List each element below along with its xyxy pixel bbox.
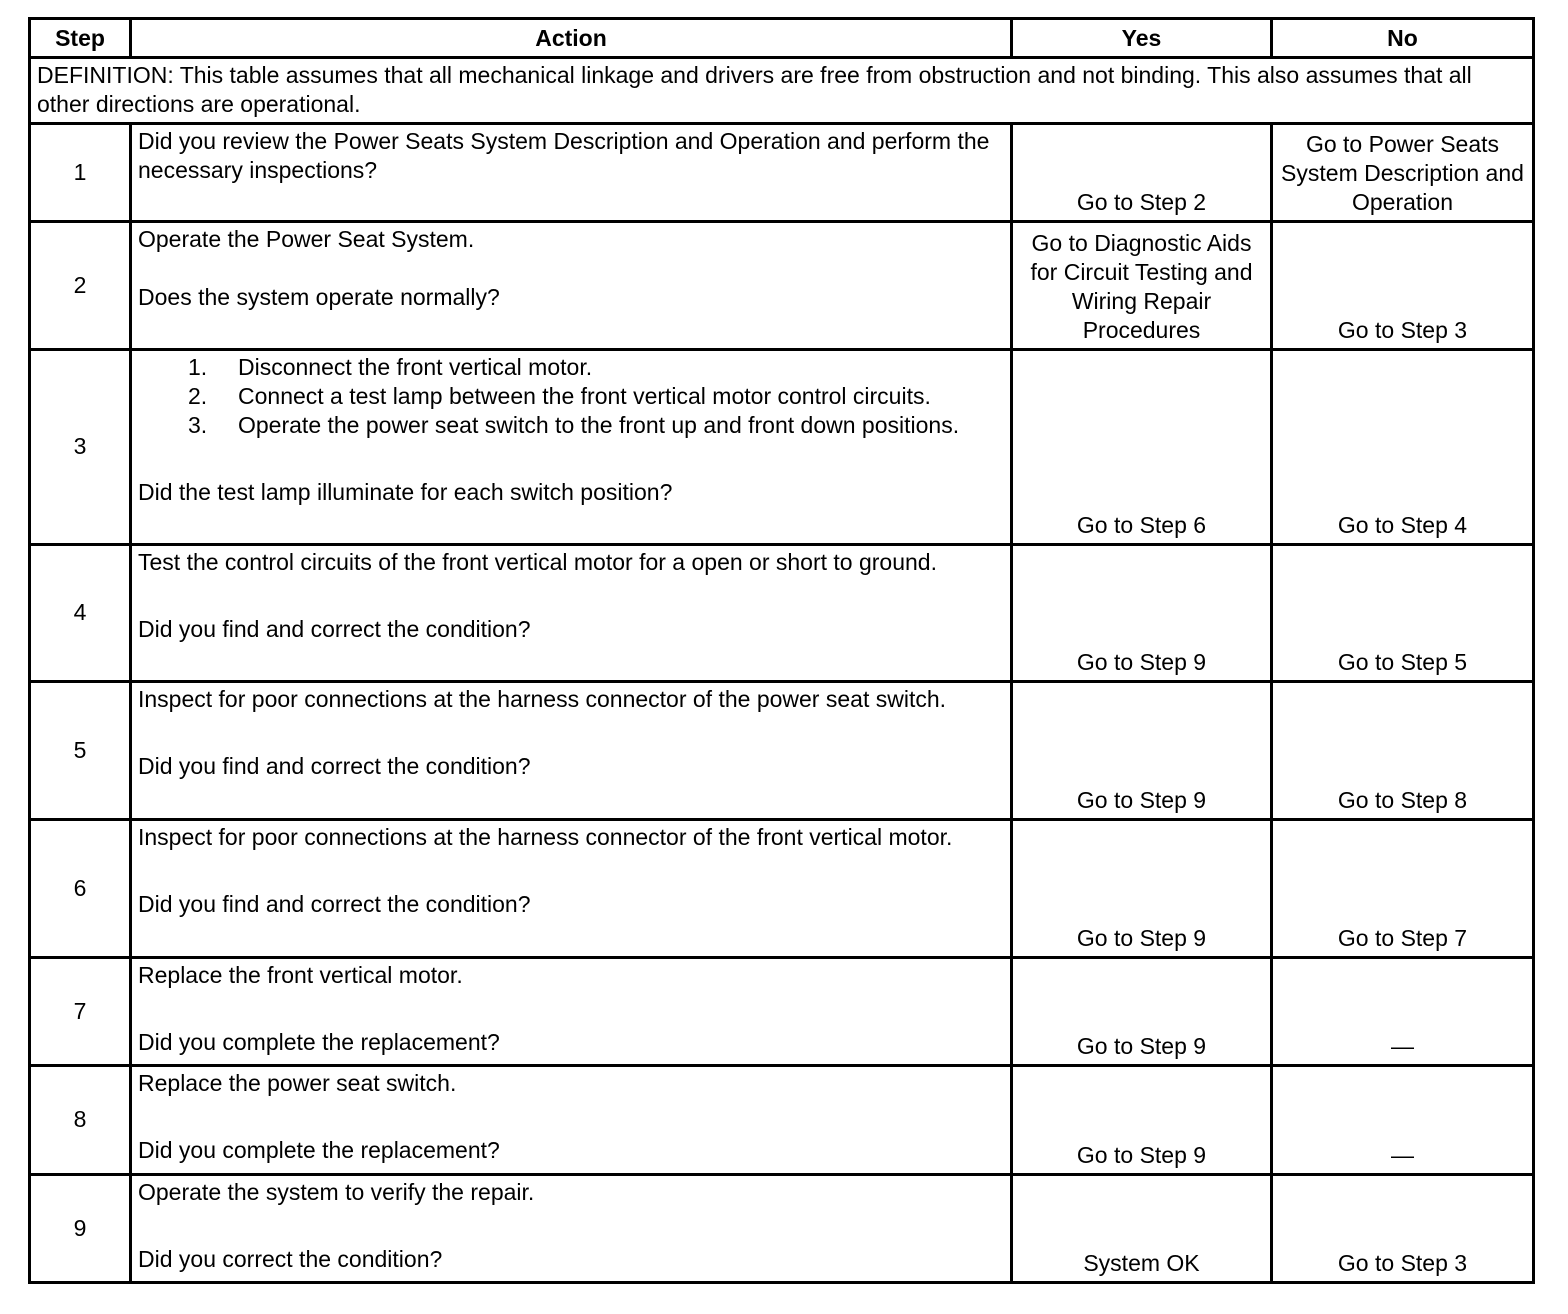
definition-text: DEFINITION: This table assumes that all mechanical linkage and drivers are free from obstruction and not binding. This also assumes that all other directions are operational. (30, 58, 1534, 124)
substep-text: Operate the power seat switch to the front up and front down positions. (238, 412, 960, 438)
action-cell (131, 820, 1012, 958)
action-cell (131, 222, 1012, 350)
no-cell: — (1272, 958, 1534, 1066)
substep-number: 1. (188, 354, 208, 380)
step-number: 3 (30, 350, 131, 545)
yes-cell: Go to Step 9 (1012, 958, 1272, 1066)
list-item (138, 382, 1004, 411)
yes-cell: Go to Step 6 (1012, 350, 1272, 545)
step-number: 6 (30, 820, 131, 958)
no-cell: — (1272, 1066, 1534, 1175)
action-cell (131, 1066, 1012, 1175)
yes-cell: Go to Step 9 (1012, 545, 1272, 682)
yes-cell: Go to Diagnostic Aids for Circuit Testing and Wiring Repair Procedures (1012, 222, 1272, 350)
table-row (30, 545, 1534, 682)
step-number: 7 (30, 958, 131, 1066)
substep-number: 3. (188, 412, 208, 438)
table-row (30, 958, 1534, 1066)
substep-list (138, 353, 1004, 440)
action-text: Did you review the Power Seats System Description and Operation and perform the necessary inspections? (138, 128, 990, 183)
yes-cell: Go to Step 2 (1012, 124, 1272, 222)
action-text: Inspect for poor connections at the harness connector of the power seat switch. (138, 686, 947, 712)
action-text: Operate the Power Seat System. (138, 226, 475, 252)
action-text: Operate the system to verify the repair. (138, 1179, 535, 1205)
action-question: Did you find and correct the condition? (138, 616, 531, 642)
list-item (138, 411, 1004, 440)
definition-row (30, 58, 1534, 124)
no-cell: Go to Step 7 (1272, 820, 1534, 958)
action-text: Replace the front vertical motor. (138, 962, 463, 988)
header-row (30, 19, 1534, 58)
no-cell: Go to Step 4 (1272, 350, 1534, 545)
list-item (138, 353, 1004, 382)
table-row (30, 350, 1534, 545)
table-row (30, 222, 1534, 350)
action-cell (131, 1175, 1012, 1283)
diagnostic-table (28, 17, 1535, 1284)
action-question: Did you complete the replacement? (138, 1029, 500, 1055)
table-row (30, 682, 1534, 820)
step-number: 8 (30, 1066, 131, 1175)
action-question: Does the system operate normally? (138, 284, 500, 310)
action-cell (131, 124, 1012, 222)
action-cell (131, 958, 1012, 1066)
step-number: 1 (30, 124, 131, 222)
action-text: Replace the power seat switch. (138, 1070, 457, 1096)
action-question: Did you correct the condition? (138, 1246, 443, 1272)
step-number: 2 (30, 222, 131, 350)
substep-text: Disconnect the front vertical motor. (238, 354, 593, 380)
action-question: Did you find and correct the condition? (138, 891, 531, 917)
table-row (30, 1175, 1534, 1283)
no-cell: Go to Step 5 (1272, 545, 1534, 682)
substep-text: Connect a test lamp between the front vertical motor control circuits. (238, 383, 931, 409)
action-question: Did you find and correct the condition? (138, 753, 531, 779)
yes-cell: Go to Step 9 (1012, 820, 1272, 958)
yes-cell: Go to Step 9 (1012, 1066, 1272, 1175)
action-question: Did you complete the replacement? (138, 1137, 500, 1163)
header-no: No (1272, 19, 1534, 58)
header-yes: Yes (1012, 19, 1272, 58)
action-text: Inspect for poor connections at the harness connector of the front vertical motor. (138, 824, 953, 850)
no-cell: Go to Step 3 (1272, 1175, 1534, 1283)
action-text: Test the control circuits of the front vertical motor for a open or short to ground. (138, 549, 937, 575)
action-cell (131, 682, 1012, 820)
yes-cell: System OK (1012, 1175, 1272, 1283)
header-step: Step (30, 19, 131, 58)
table-row (30, 1066, 1534, 1175)
no-cell: Go to Step 3 (1272, 222, 1534, 350)
table-row (30, 124, 1534, 222)
step-number: 4 (30, 545, 131, 682)
no-cell: Go to Power Seats System Description and Operation (1272, 124, 1534, 222)
substep-number: 2. (188, 383, 208, 409)
no-cell: Go to Step 8 (1272, 682, 1534, 820)
header-action: Action (131, 19, 1012, 58)
action-question: Did the test lamp illuminate for each switch position? (138, 479, 673, 505)
step-number: 9 (30, 1175, 131, 1283)
action-cell (131, 350, 1012, 545)
table-row (30, 820, 1534, 958)
action-cell (131, 545, 1012, 682)
yes-cell: Go to Step 9 (1012, 682, 1272, 820)
step-number: 5 (30, 682, 131, 820)
